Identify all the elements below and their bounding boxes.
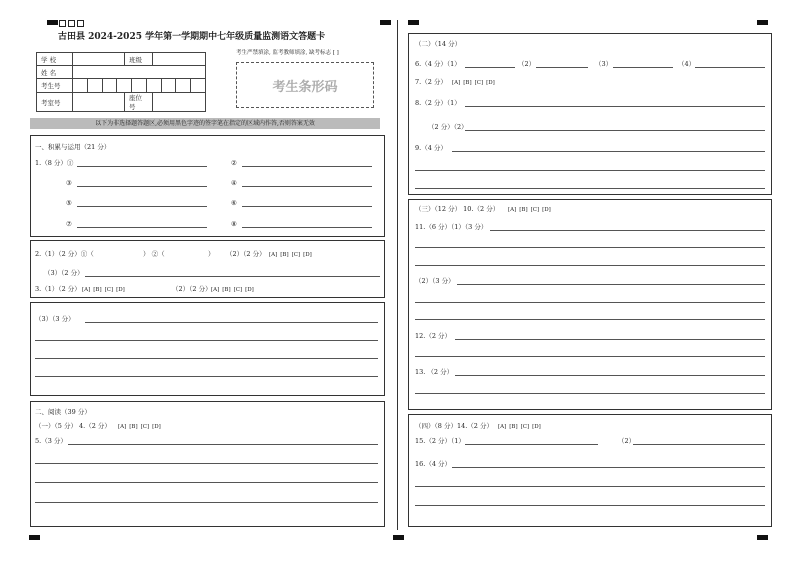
option-b: [B]: [222, 287, 231, 293]
page-title: 古田县 2024-2025 学年第一学期期中七年级质量监测语文答题卡: [58, 32, 326, 42]
q1-blank-7: ⑦: [66, 220, 72, 228]
q11-1-label: 11.（6 分）（1）（3 分）: [415, 223, 488, 231]
header-squares: [59, 19, 86, 27]
section2-title: 二、阅读（39 分）: [35, 408, 91, 416]
q1-blank-3: ③: [66, 179, 72, 187]
q15-answer-line[interactable]: [633, 444, 765, 445]
q1-answer-line[interactable]: [77, 186, 207, 187]
q3-3-answer-line[interactable]: [35, 340, 378, 341]
q13-label: 13. （2 分）: [415, 368, 454, 376]
q12-answer-line[interactable]: [415, 356, 765, 357]
barcode-area: [236, 62, 374, 108]
q3-3-box: [30, 302, 385, 396]
q11-answer-line[interactable]: [457, 284, 765, 285]
option-b: [B]: [129, 424, 138, 430]
q16-label: 16.（4 分）: [415, 460, 452, 468]
q15-answer-line[interactable]: [465, 444, 598, 445]
q1-answer-line[interactable]: [77, 206, 207, 207]
section2-box: [30, 401, 385, 527]
q1-blank-5: ⑤: [66, 199, 72, 207]
q13-answer-line[interactable]: [415, 393, 765, 394]
q2-3-label: （3）（2 分）: [44, 269, 84, 277]
q6-4-label: （4）: [678, 60, 696, 68]
part3-label: （三）（12 分） 10.（2 分）: [415, 205, 500, 213]
q16-answer-line[interactable]: [415, 486, 765, 487]
q1-answer-line[interactable]: [242, 227, 372, 228]
q6-answer-line[interactable]: [536, 67, 588, 68]
q10-options[interactable]: [508, 205, 554, 214]
q1-answer-line[interactable]: [242, 166, 372, 167]
option-b: [B]: [519, 207, 528, 213]
option-a: [A]: [498, 424, 507, 430]
q8-1-label: 8.（2 分）（1）: [415, 99, 461, 107]
warning-banner: 以下为非选择题答题区,必须用黑色字迹的签字笔在指定的区域内作答,否则答案无效: [30, 118, 380, 129]
option-a: [A]: [211, 287, 220, 293]
option-a: [A]: [82, 287, 91, 293]
page-divider: [397, 20, 398, 530]
option-d: [D]: [303, 252, 312, 258]
q11-2-label: （2）（3 分）: [415, 277, 455, 285]
q7-options[interactable]: [452, 78, 498, 87]
part4-label: （四）（8 分）14.（2 分）: [415, 422, 493, 430]
q1-blank-6: ⑥: [231, 199, 237, 207]
absent-note: 考生严禁填涂, 监考教师填涂, 缺考标志 [ ]: [236, 50, 339, 56]
q6-answer-line[interactable]: [613, 67, 673, 68]
option-d: [D]: [486, 80, 495, 86]
part4-box: [408, 414, 772, 527]
option-b: [B]: [509, 424, 518, 430]
part2-label: （二）（14 分）: [415, 40, 462, 48]
q2-1-label-b: ） ②（: [143, 250, 165, 258]
option-c: [C]: [530, 207, 540, 213]
option-c: [C]: [233, 287, 243, 293]
q6-answer-line[interactable]: [695, 67, 765, 68]
q11-answer-line[interactable]: [415, 319, 765, 320]
q1-answer-line[interactable]: [242, 206, 372, 207]
barcode-label: 考生条形码: [272, 79, 338, 95]
q1-answer-line[interactable]: [77, 166, 207, 167]
registration-mark: [29, 535, 40, 540]
q16-answer-line[interactable]: [415, 505, 765, 506]
q5-label: 5.（3 分）: [35, 437, 67, 445]
q8-2-label: （2 分）（2）: [428, 123, 468, 131]
registration-mark: [47, 20, 58, 25]
q2-2-options[interactable]: [269, 250, 315, 259]
part1-label: （一）（5 分） 4.（2 分）: [35, 422, 111, 430]
option-d: [D]: [542, 207, 551, 213]
option-c: [C]: [291, 252, 301, 258]
q11-answer-line[interactable]: [415, 247, 765, 248]
q9-answer-line[interactable]: [452, 151, 765, 152]
option-b: [B]: [280, 252, 289, 258]
q9-answer-line[interactable]: [415, 170, 765, 171]
option-d: [D]: [116, 287, 125, 293]
option-c: [C]: [140, 424, 150, 430]
student-info-table: 学 校 班级 姓 名 考生号 考室号 座位号: [36, 52, 206, 112]
option-c: [C]: [474, 80, 484, 86]
q11-answer-line[interactable]: [415, 302, 765, 303]
q8-answer-line[interactable]: [465, 130, 765, 131]
option-c: [C]: [104, 287, 114, 293]
section1-title: 一、积累与运用（21 分）: [35, 143, 111, 151]
q1-answer-line[interactable]: [242, 186, 372, 187]
q1-blank-8: ⑧: [231, 220, 237, 228]
q9-label: 9.（4 分）: [415, 144, 447, 152]
q6-label: 6.（4 分）（1）: [415, 60, 461, 68]
q5-answer-line[interactable]: [35, 482, 378, 483]
q3-2-options[interactable]: [211, 285, 257, 294]
q5-answer-line[interactable]: [35, 502, 378, 503]
q2-1-label: 2.（1）（2 分）①（: [35, 250, 94, 258]
q1-answer-line[interactable]: [77, 227, 207, 228]
option-a: [A]: [118, 424, 127, 430]
q5-answer-line[interactable]: [35, 463, 378, 464]
q11-answer-line[interactable]: [415, 265, 765, 266]
q6-answer-line[interactable]: [465, 67, 515, 68]
q3-3-answer-line[interactable]: [35, 358, 378, 359]
q6-3-label: （3）: [595, 60, 613, 68]
q3-3-answer-line[interactable]: [85, 322, 378, 323]
q8-answer-line[interactable]: [465, 106, 765, 107]
q2-3-answer-line[interactable]: [85, 276, 380, 277]
option-a: [A]: [269, 252, 278, 258]
option-a: [A]: [452, 80, 461, 86]
q7-label: 7.（2 分）: [415, 78, 447, 86]
q4-options[interactable]: [118, 422, 164, 431]
q1-blank-4: ④: [231, 179, 237, 187]
option-b: [B]: [463, 80, 472, 86]
option-d: [D]: [152, 424, 161, 430]
option-d: [D]: [532, 424, 541, 430]
q3-3-label: （3）（3 分）: [35, 315, 75, 323]
q9-answer-line[interactable]: [415, 188, 765, 189]
option-d: [D]: [245, 287, 254, 293]
registration-mark: [757, 535, 768, 540]
option-a: [A]: [508, 207, 517, 213]
option-b: [B]: [93, 287, 102, 293]
registration-mark: [393, 535, 404, 540]
registration-mark: [380, 20, 391, 25]
q16-answer-line[interactable]: [452, 467, 765, 468]
q3-1-label: 3.（1）（2 分）: [35, 285, 81, 293]
q1-blank-2: ②: [231, 159, 237, 167]
q14-options[interactable]: [498, 422, 544, 431]
q15-2-label: （2）: [618, 437, 636, 445]
q13-answer-line[interactable]: [455, 375, 765, 376]
q6-2-label: （2）: [518, 60, 536, 68]
q5-answer-line[interactable]: [68, 444, 378, 445]
q3-1-options[interactable]: [82, 285, 128, 294]
q3-2-label: （2）（2 分）: [172, 285, 212, 293]
option-c: [C]: [520, 424, 530, 430]
q15-label: 15.（2 分）（1）: [415, 437, 465, 445]
q12-label: 12.（2 分）: [415, 332, 452, 340]
q12-answer-line[interactable]: [455, 339, 765, 340]
q11-answer-line[interactable]: [490, 230, 765, 231]
q2-1-label-c: ）: [208, 250, 215, 258]
q3-3-answer-line[interactable]: [35, 376, 378, 377]
q2-2-label: （2）（2 分）: [226, 250, 266, 258]
q1-label: 1.（8 分）①: [35, 159, 74, 167]
registration-mark: [408, 20, 419, 25]
registration-mark: [757, 20, 768, 25]
